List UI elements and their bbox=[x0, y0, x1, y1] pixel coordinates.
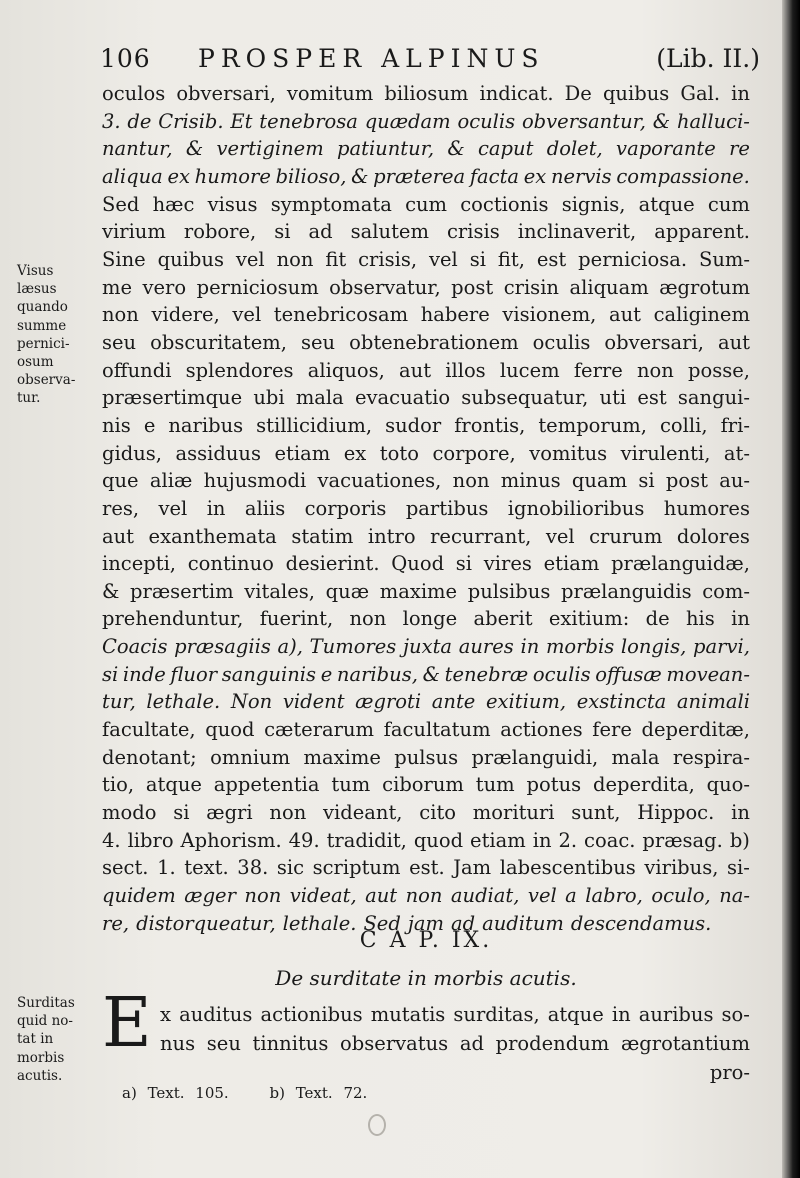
text-line: quidem æger non videat, aut non audiat, vel a labro, oculo, na- bbox=[102, 884, 750, 908]
margin-note-line: Visus bbox=[17, 263, 54, 279]
text-line: offundi splendores aliquos, aut illos lucem ferre non posse, bbox=[102, 358, 750, 382]
margin-note-line: osum bbox=[17, 354, 54, 371]
footnote-a: a) Text. 105. bbox=[122, 1084, 229, 1102]
text-line: virium robore, si ad salutem crisis inclinaverit, apparent. bbox=[102, 220, 750, 244]
drop-cap-initial: E bbox=[102, 984, 152, 1063]
footnotes bbox=[122, 1084, 397, 1102]
margin-note-surditas bbox=[17, 994, 95, 1085]
text-line: Coacis præsagiis a), Tumores juxta aures in morbis longis, parvi, bbox=[102, 635, 750, 659]
text-line: denotant; omnium maxime pulsus prælanguidi, mala respira- bbox=[102, 745, 750, 769]
chapter-line: nus seu tinnitus observatus ad prodendum ægrotantium bbox=[160, 1032, 750, 1055]
text-line: aut exanthemata statim intro recurrant, vel crurum dolores bbox=[102, 524, 750, 548]
margin-note-line: pernici- bbox=[17, 335, 70, 352]
text-line: que aliæ hujusmodi vacuationes, non minus quam si post au- bbox=[102, 469, 750, 493]
text-line: tio, atque appetentia tum ciborum tum potus deperdita, quo- bbox=[102, 773, 750, 797]
text-line: modo si ægri non videant, cito morituri sunt, Hippoc. in bbox=[102, 801, 750, 825]
chapter-heading: C A P. IX. bbox=[359, 928, 493, 953]
text-line: 4. libro Aphorism. 49. tradidit, quod etiam in 2. coac. præsag. b) bbox=[102, 828, 750, 852]
margin-note-line: morbis bbox=[17, 1049, 65, 1066]
text-line: res, vel in aliis corporis partibus ignobilioribus humores bbox=[102, 496, 750, 520]
text-line: si inde fluor sanguinis e naribus, & tenebræ oculis offusæ movean- bbox=[102, 662, 750, 686]
text-line: incepti, continuo desierint. Quod si vires etiam prælanguidæ, bbox=[102, 552, 750, 576]
main-text bbox=[102, 80, 750, 937]
running-title: PROSPER ALPINUS bbox=[198, 44, 545, 73]
text-line: nis e naribus stillicidium, sudor frontis, temporum, colli, fri- bbox=[102, 413, 750, 437]
text-line: nantur, & vertiginem patiuntur, & caput dolet, vaporante re bbox=[102, 137, 750, 161]
running-header bbox=[100, 44, 760, 78]
chapter-line: x auditus actionibus mutatis surditas, atque in auribus so- bbox=[160, 1003, 750, 1026]
page-number: 106 bbox=[100, 44, 151, 73]
text-line: præsertimque ubi mala evacuatio subsequatur, uti est sangui- bbox=[102, 386, 750, 410]
text-line: gidus, assiduus etiam ex toto corpore, vomitus virulenti, at- bbox=[102, 441, 750, 465]
text-line: oculos obversari, vomitum biliosum indicat. De quibus Gal. in bbox=[102, 82, 750, 105]
text-line: re, distorqueatur, lethale. Sed jam ad auditum descendamus. bbox=[102, 911, 712, 935]
text-line: aliqua ex humore bilioso, & præterea facta ex nervis compassione. bbox=[102, 164, 750, 188]
text-line: prehenduntur, fuerint, non longe aberit exitium: de his in bbox=[102, 607, 750, 631]
margin-note-line: tur. bbox=[17, 390, 41, 407]
chapter-line: pro- bbox=[709, 1061, 750, 1084]
text-line: seu obscuritatem, seu obtenebrationem oculis obversari, aut bbox=[102, 330, 750, 354]
margin-note-line: observa- bbox=[17, 372, 76, 389]
text-line: non videre, vel tenebricosam habere visionem, aut caliginem bbox=[102, 303, 750, 327]
page-edge-shadow bbox=[782, 0, 800, 1178]
chapter-text bbox=[160, 1000, 750, 1087]
margin-note-line: quando bbox=[17, 299, 68, 316]
text-line: me vero perniciosum observatur, post crisin aliquam ægrotum bbox=[102, 275, 750, 299]
text-line: Sed hæc visus symptomata cum coctionis signis, atque cum bbox=[102, 192, 750, 216]
chapter-subtitle: De surditate in morbis acutis. bbox=[275, 966, 577, 990]
text-line: 3. de Crisib. Et tenebrosa quædam oculis obversantur, & halluci- bbox=[102, 109, 750, 133]
footnote-b: b) Text. 72. bbox=[269, 1084, 368, 1102]
text-line: facultate, quod cæterarum facultatum actiones fere deperditæ, bbox=[102, 718, 750, 742]
ink-mark bbox=[368, 1114, 386, 1136]
margin-note-line: læsus bbox=[17, 281, 57, 298]
margin-note-line: acutis. bbox=[17, 1067, 63, 1084]
margin-note-line: summe bbox=[17, 317, 67, 334]
margin-note-line: quid no- bbox=[17, 1013, 73, 1030]
book-indicator: (Lib. II.) bbox=[656, 44, 760, 73]
text-line: tur, lethale. Non vident ægroti ante exitium, exstincta animali bbox=[102, 690, 750, 714]
text-line: sect. 1. text. 38. sic scriptum est. Jam labescentibus viribus, si- bbox=[102, 856, 750, 880]
margin-note-visus bbox=[17, 262, 95, 408]
margin-note-line: tat in bbox=[17, 1031, 54, 1048]
text-line: Sine quibus vel non fit crisis, vel si fit, est perniciosa. Sum- bbox=[102, 247, 750, 271]
text-line: & præsertim vitales, quæ maxime pulsibus prælanguidis com- bbox=[102, 579, 750, 603]
margin-note-line: Surditas bbox=[17, 995, 75, 1011]
